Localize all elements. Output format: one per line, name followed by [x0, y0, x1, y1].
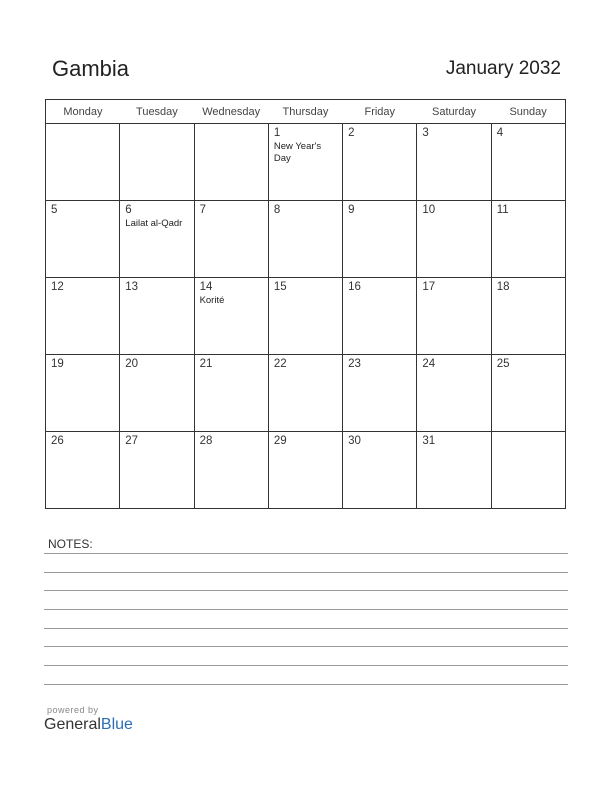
- day-cell[interactable]: [194, 278, 268, 355]
- day-cell[interactable]: [46, 278, 120, 355]
- weekday-saturday: Saturday: [417, 100, 491, 124]
- day-number: 18: [496, 281, 510, 293]
- holiday-label: New Year's Day: [273, 141, 322, 164]
- brand-logo: [44, 716, 133, 734]
- day-number: 20: [125, 358, 139, 370]
- week-row: [46, 124, 566, 201]
- day-number: 27: [125, 435, 139, 447]
- day-cell[interactable]: [491, 124, 565, 201]
- country-title: Gambia: [52, 56, 130, 81]
- powered-by-text: powered by: [47, 705, 99, 715]
- weekday-monday: Monday: [46, 100, 120, 124]
- day-number: 16: [348, 281, 361, 293]
- day-cell[interactable]: [268, 355, 342, 432]
- day-cell[interactable]: [343, 201, 417, 278]
- day-cell[interactable]: [46, 355, 120, 432]
- weekday-tuesday: Tuesday: [120, 100, 194, 124]
- day-cell[interactable]: [343, 278, 417, 355]
- day-number: 25: [496, 358, 510, 370]
- note-line: [44, 628, 568, 629]
- day-number: 10: [422, 204, 436, 216]
- day-number: 12: [51, 281, 64, 293]
- day-number: 13: [125, 281, 139, 293]
- day-number: [120, 124, 193, 127]
- day-number: 29: [273, 435, 287, 447]
- holiday-label: Korité: [199, 295, 225, 306]
- day-cell[interactable]: [417, 355, 491, 432]
- day-cell[interactable]: [120, 278, 194, 355]
- day-cell[interactable]: [268, 432, 342, 509]
- day-number: 21: [199, 358, 213, 370]
- day-cell[interactable]: [417, 278, 491, 355]
- day-number: [46, 124, 119, 127]
- day-number: 26: [51, 435, 64, 447]
- day-number: 2: [348, 127, 355, 139]
- day-cell[interactable]: [194, 124, 268, 201]
- day-cell[interactable]: [120, 201, 194, 278]
- day-cell[interactable]: [46, 201, 120, 278]
- weekday-wednesday: Wednesday: [194, 100, 268, 124]
- day-number: 30: [348, 435, 361, 447]
- week-row: [46, 355, 566, 432]
- brand-general: General: [44, 716, 101, 733]
- day-number: 3: [422, 127, 429, 139]
- day-number: 28: [199, 435, 213, 447]
- day-cell[interactable]: [268, 278, 342, 355]
- day-number: 23: [348, 358, 361, 370]
- calendar-grid: [45, 99, 566, 509]
- day-cell[interactable]: [46, 432, 120, 509]
- day-cell[interactable]: [194, 355, 268, 432]
- weekday-header-row: [46, 100, 566, 124]
- note-line: [44, 665, 568, 666]
- day-number: 4: [496, 127, 504, 139]
- day-number: 8: [273, 204, 281, 216]
- week-row: [46, 201, 566, 278]
- day-cell[interactable]: [268, 201, 342, 278]
- day-number: 14: [199, 281, 213, 293]
- day-cell[interactable]: [491, 201, 565, 278]
- day-number: 15: [273, 281, 287, 293]
- day-number: 9: [348, 204, 355, 216]
- month-year-title: January 2032: [445, 58, 561, 79]
- day-number: [492, 432, 565, 435]
- weekday-thursday: Thursday: [268, 100, 342, 124]
- day-cell[interactable]: [491, 355, 565, 432]
- day-cell[interactable]: [194, 201, 268, 278]
- note-line: [44, 684, 568, 685]
- day-number: 11: [496, 204, 509, 216]
- day-number: 6: [125, 204, 132, 216]
- day-number: 7: [199, 204, 206, 216]
- brand-blue: Blue: [100, 716, 133, 733]
- note-line: [44, 609, 568, 610]
- day-number: 5: [51, 204, 58, 216]
- day-number: 24: [422, 358, 436, 370]
- weekday-sunday: Sunday: [491, 100, 565, 124]
- day-number: 31: [422, 435, 436, 447]
- day-cell[interactable]: [343, 124, 417, 201]
- day-number: 1: [273, 127, 281, 139]
- week-row: [46, 278, 566, 355]
- day-cell[interactable]: [417, 432, 491, 509]
- day-cell[interactable]: [491, 278, 565, 355]
- week-row: [46, 432, 566, 509]
- day-cell[interactable]: [491, 432, 565, 509]
- day-cell[interactable]: [417, 124, 491, 201]
- day-cell[interactable]: [343, 432, 417, 509]
- day-number: [195, 124, 268, 127]
- weekday-friday: Friday: [343, 100, 417, 124]
- note-line: [44, 572, 568, 573]
- day-cell[interactable]: [120, 355, 194, 432]
- notes-label: NOTES:: [48, 537, 93, 551]
- day-number: 17: [422, 281, 436, 293]
- day-number: 19: [51, 358, 64, 370]
- day-cell[interactable]: [120, 124, 194, 201]
- day-cell[interactable]: [194, 432, 268, 509]
- note-line: [44, 646, 568, 647]
- day-cell[interactable]: [120, 432, 194, 509]
- day-number: 22: [273, 358, 287, 370]
- note-line: [44, 553, 568, 554]
- day-cell[interactable]: [417, 201, 491, 278]
- holiday-label: Lailat al-Qadr: [125, 218, 183, 229]
- day-cell[interactable]: [268, 124, 342, 201]
- note-line: [44, 590, 568, 591]
- day-cell[interactable]: [46, 124, 120, 201]
- day-cell[interactable]: [343, 355, 417, 432]
